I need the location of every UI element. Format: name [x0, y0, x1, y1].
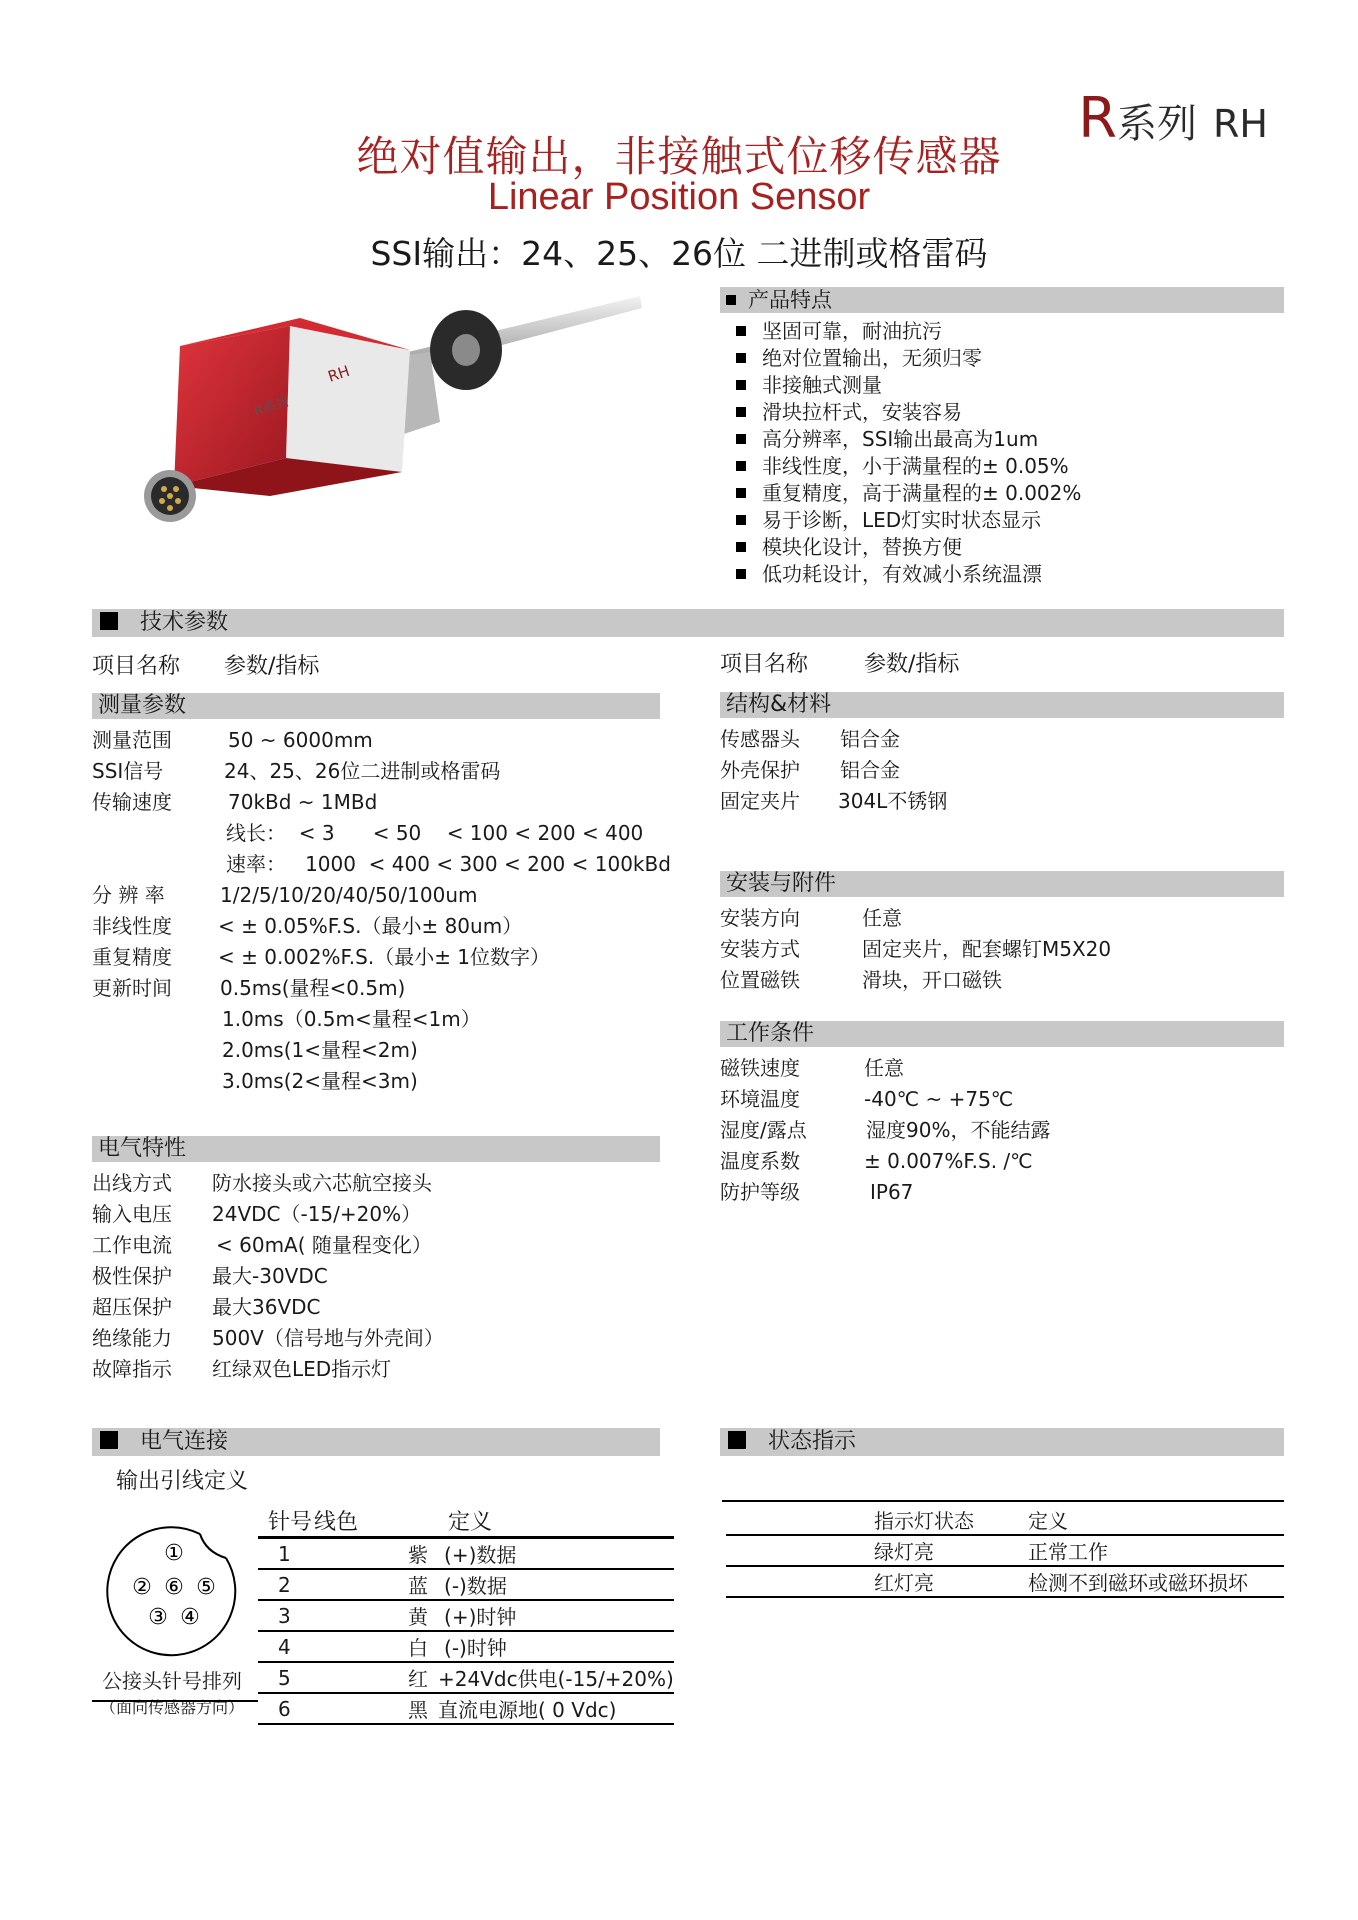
- square-bullet-icon: [736, 407, 746, 417]
- product-label-series: R系列: [252, 394, 291, 420]
- table-row: 3 黄 (+)时钟: [258, 1600, 674, 1631]
- status-header: 状态指示: [720, 1428, 1284, 1456]
- pin-label: ④: [180, 1605, 200, 1630]
- square-bullet-icon: [736, 461, 746, 471]
- square-bullet-icon: [100, 1431, 118, 1449]
- square-bullet-icon: [736, 569, 746, 579]
- label-panel: [286, 326, 410, 472]
- pinout-caption-sub: （面向传感器方向）: [100, 1698, 245, 1717]
- table-row: 5 红 +24Vdc供电(-15/+20%): [258, 1662, 674, 1693]
- col-name-left: 项目名称: [92, 654, 181, 679]
- product-image: [140, 282, 660, 582]
- tech-header: 技术参数: [92, 609, 1284, 637]
- pin-label: ⑤: [196, 1575, 216, 1600]
- list-item: 非线性度，小于满量程的± 0.05%: [736, 453, 1081, 480]
- square-bullet-icon: [736, 434, 746, 444]
- page-title: 绝对值输出，非接触式位移传感器: [356, 132, 1002, 181]
- series-code: RH: [1213, 102, 1268, 146]
- list-item: 非接触式测量: [736, 372, 1081, 399]
- pin-label: ⑥: [164, 1575, 184, 1600]
- square-bullet-icon: [736, 326, 746, 336]
- list-item: 高分辨率，SSI输出最高为1um: [736, 426, 1081, 453]
- table-row: 绿灯亮 正常工作: [726, 1535, 1284, 1566]
- square-bullet-icon: [736, 488, 746, 498]
- col-value-left: 参数/指标: [224, 654, 320, 679]
- table-row: 红灯亮 检测不到磁环或磁环损坏: [726, 1566, 1284, 1597]
- table-row: 4 白 (-)时钟: [258, 1631, 674, 1662]
- pin-label: ③: [148, 1605, 168, 1630]
- table-header-row: 针号 线色 定义: [258, 1505, 674, 1538]
- connector-pinout-diagram: [104, 1520, 244, 1670]
- measure-header: 测量参数: [92, 693, 660, 719]
- square-bullet-icon: [736, 380, 746, 390]
- list-item: 绝对位置输出，无须归零: [736, 345, 1081, 372]
- pin-label: ②: [132, 1575, 152, 1600]
- page-title-en: Linear Position Sensor: [487, 176, 871, 218]
- table-bottom-rule: [92, 1700, 258, 1702]
- connector-key: [200, 1534, 226, 1558]
- square-bullet-icon: [736, 515, 746, 525]
- pin-label: ①: [164, 1541, 184, 1566]
- pinout-caption: 公接头针号排列: [102, 1669, 242, 1693]
- list-item: 重复精度，高于满量程的± 0.002%: [736, 480, 1081, 507]
- table-row: 6 黑 直流电源地( 0 Vdc): [258, 1693, 674, 1724]
- square-bullet-icon: [100, 612, 118, 630]
- list-item: 低功耗设计，有效减小系统温漂: [736, 561, 1081, 588]
- square-bullet-icon: [736, 353, 746, 363]
- page-subtitle: SSI输出：24、25、26位 二进制或格雷码: [370, 234, 988, 273]
- conditions-header: 工作条件: [720, 1021, 1284, 1047]
- list-item: 模块化设计，替换方便: [736, 534, 1081, 561]
- electrical-header: 电气特性: [92, 1136, 660, 1162]
- wiring-table: [258, 1505, 674, 1725]
- col-value-right: 参数/指标: [864, 652, 960, 677]
- structure-header: 结构&材料: [720, 692, 1284, 718]
- connection-header: 电气连接: [92, 1428, 660, 1456]
- status-table: [726, 1505, 1284, 1598]
- list-item: 坚固可靠，耐油抗污: [736, 318, 1081, 345]
- connection-subtitle: 输出引线定义: [116, 1469, 249, 1494]
- features-list: [736, 318, 1081, 588]
- table-row: 2 蓝 (-)数据: [258, 1569, 674, 1600]
- square-bullet-icon: [736, 542, 746, 552]
- col-name-right: 项目名称: [720, 652, 809, 677]
- status-top-rule: [722, 1500, 1284, 1502]
- table-row: 1 紫 (+)数据: [258, 1538, 674, 1570]
- series-letter: R: [1078, 86, 1118, 151]
- features-header: 产品特点: [720, 287, 1284, 313]
- square-bullet-icon: [728, 1431, 746, 1449]
- table-header-row: 指示灯状态 定义: [726, 1505, 1284, 1535]
- install-header: 安装与附件: [720, 871, 1284, 897]
- product-label-code: RH: [325, 361, 352, 386]
- list-item: 滑块拉杆式，安装容易: [736, 399, 1081, 426]
- square-bullet-icon: [726, 295, 736, 305]
- series-cn: 系列: [1117, 101, 1198, 147]
- list-item: 易于诊断，LED灯实时状态显示: [736, 507, 1081, 534]
